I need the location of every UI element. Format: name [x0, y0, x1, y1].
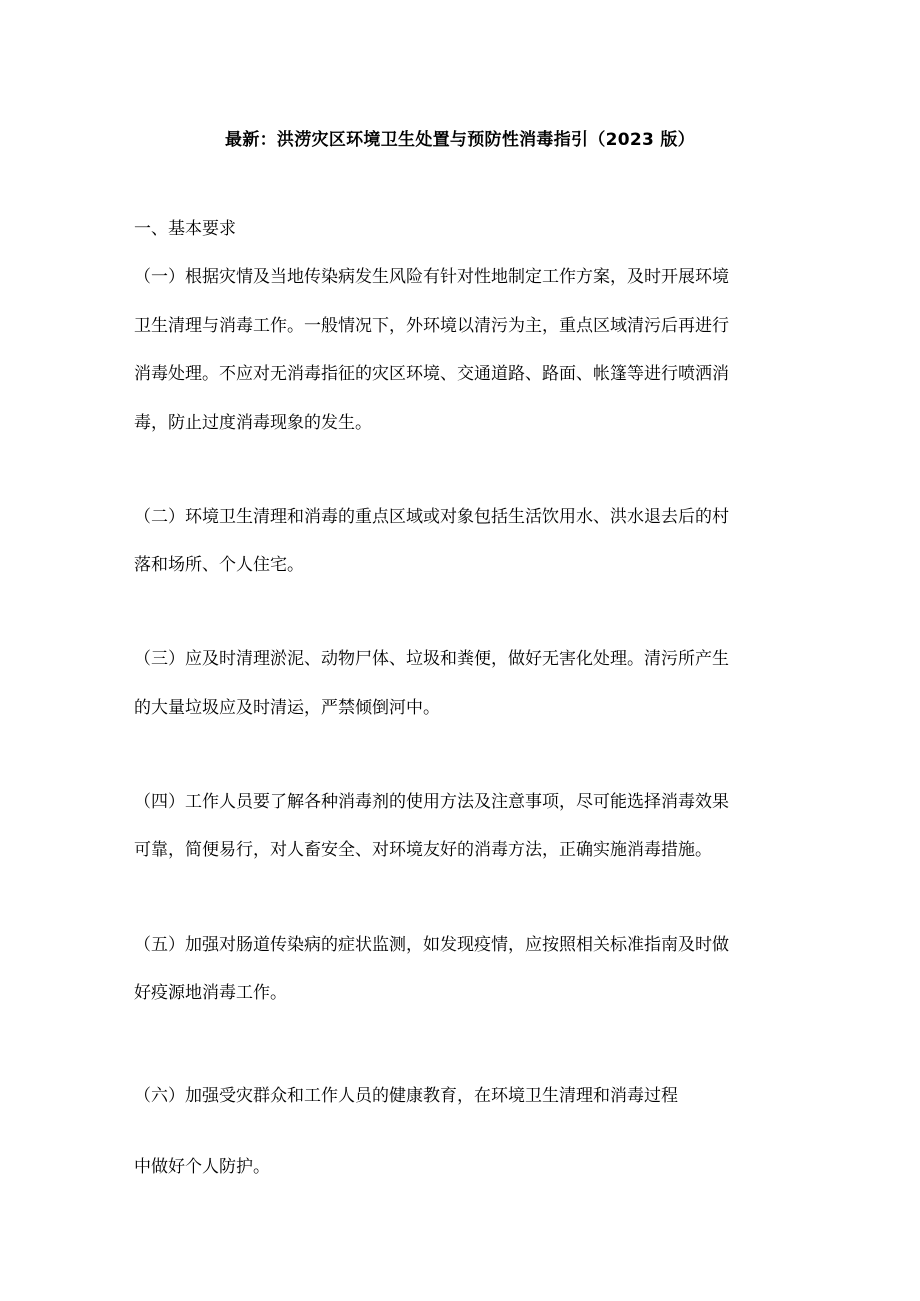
item-1-line-3: 消毒处理。不应对无消毒指征的灾区环境、交通道路、路面、帐篷等进行喷洒消 — [134, 364, 729, 384]
item-4-line-2: 可靠，简便易行，对人畜安全、对环境友好的消毒方法，正确实施消毒措施。 — [134, 840, 712, 860]
item-2-line-1: （二）环境卫生清理和消毒的重点区域或对象包括生活饮用水、洪水退去后的村 — [134, 507, 729, 527]
item-5-line-1: （五）加强对肠道传染病的症状监测，如发现疫情，应按照相关标准指南及时做 — [134, 935, 729, 955]
item-3-line-1: （三）应及时清理淤泥、动物尸体、垃圾和粪便，做好无害化处理。清污所产生 — [134, 649, 729, 669]
item-2-line-2: 落和场所、个人住宅。 — [134, 555, 304, 575]
item-3-line-2: 的大量垃圾应及时清运，严禁倾倒河中。 — [134, 698, 440, 718]
item-4-line-1: （四）工作人员要了解各种消毒剂的使用方法及注意事项，尽可能选择消毒效果 — [134, 792, 729, 812]
item-1-line-4: 毒，防止过度消毒现象的发生。 — [134, 413, 372, 433]
section-heading: 一、基本要求 — [134, 219, 236, 239]
item-6-line-2: 中做好个人防护。 — [134, 1157, 270, 1177]
item-1-line-1: （一）根据灾情及当地传染病发生风险有针对性地制定工作方案，及时开展环境 — [134, 267, 729, 287]
item-1-line-2: 卫生清理与消毒工作。一般情况下，外环境以清污为主，重点区域清污后再进行 — [134, 316, 729, 336]
item-6-line-1: （六）加强受灾群众和工作人员的健康教育，在环境卫生清理和消毒过程 — [134, 1086, 678, 1106]
item-5-line-2: 好疫源地消毒工作。 — [134, 983, 287, 1003]
document-title: 最新：洪涝灾区环境卫生处置与预防性消毒指引（2023 版） — [225, 130, 695, 150]
